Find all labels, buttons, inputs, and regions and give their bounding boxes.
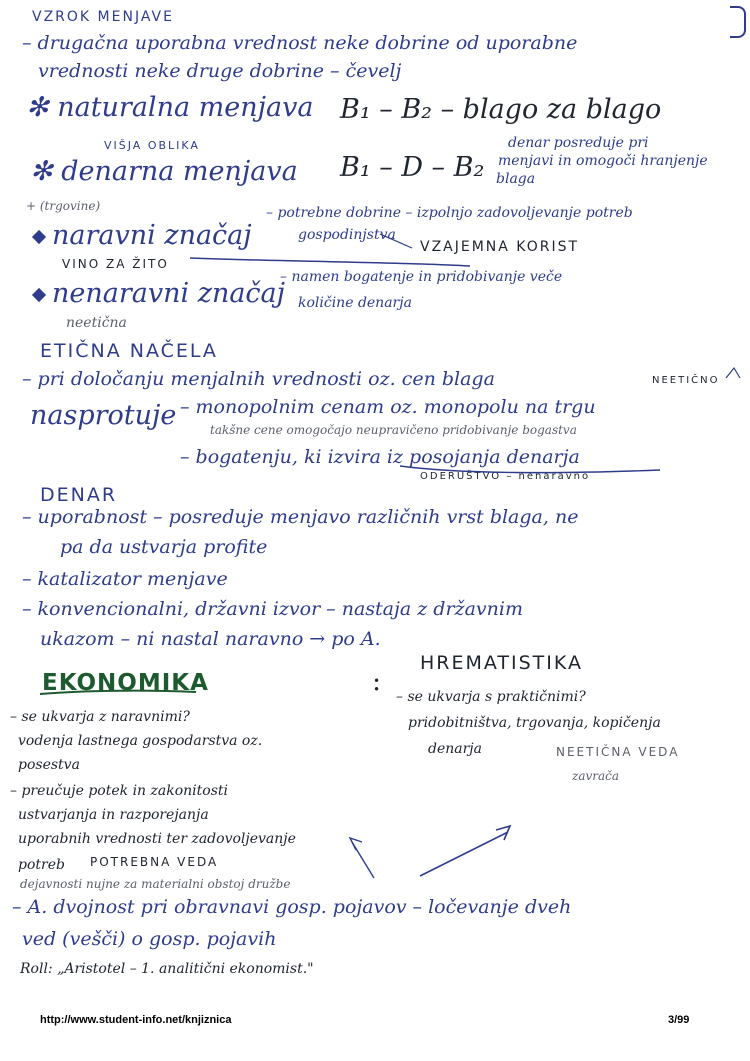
denar-line-2: pa da ustvarja profite — [60, 536, 268, 558]
ekonomika-line-4: – preučuje potek in zakonitosti — [10, 783, 228, 799]
ekonomika-line-3: posestva — [18, 757, 80, 773]
section-heading-hrematistika: HREMATISTIKA — [420, 652, 584, 674]
ekonomika-line-2: vodenja lastnega gospodarstva oz. — [18, 733, 263, 749]
potrebna-veda: POTREBNA VEDA — [90, 855, 219, 869]
denar-line-1: – uporabnost – posreduje menjavo različnih vrst blaga, ne — [22, 506, 579, 528]
denar-line-3: – katalizator menjave — [22, 568, 228, 590]
section-heading-eticna: ETIČNA NAČELA — [40, 340, 218, 362]
naturalna-menjava: ✻ naturalna menjava — [26, 92, 314, 123]
zavraca: zavrača — [572, 769, 620, 783]
ekonomika-line-8: dejavnosti nujne za materialni obstoj družbe — [20, 877, 291, 891]
section-heading-vzrok: VZROK MENJAVE — [32, 9, 174, 25]
closing-line-1: – A. dvojnost pri obravnavi gosp. pojavov – ločevanje dveh — [12, 896, 572, 918]
visja-oblika-label: VIŠJA OBLIKA — [104, 139, 200, 152]
denarna-note-2: menjavi in omogoči hranjenje — [498, 153, 708, 169]
neeticna-veda: NEETIČNA VEDA — [556, 745, 680, 759]
diamond-bullet-icon — [32, 287, 46, 301]
nenaravni-znacaj-label: nenaravni značaj — [52, 278, 286, 309]
footer-url[interactable]: http://www.student-info.net/knjiznica — [40, 1014, 232, 1026]
hrematistika-line-2: pridobitništva, trgovanja, kopičenja — [408, 715, 661, 731]
section-heading-ekonomika: EKONOMIKA — [42, 670, 209, 696]
section-heading-denar: DENAR — [40, 484, 118, 506]
nasprotuje: nasprotuje — [30, 400, 177, 431]
ekonomika-line-5: ustvarjanja in razporejanja — [18, 807, 209, 823]
naturalna-formula: B₁ – B₂ – blago za blago — [340, 94, 662, 125]
denarna-note-1: denar posreduje pri — [508, 135, 649, 151]
naravni-znacaj — [34, 222, 252, 249]
naravni-note-2: gospodinjstva — [298, 227, 396, 243]
vzrok-line-1: – drugačna uporabna vrednost neke dobrine od uporabne — [22, 32, 578, 54]
naravni-note-1: – potrebne dobrine – izpolnjo zadovoljevanje potreb — [266, 205, 633, 221]
oderustvo: ODERUŠTVO – nenaravno — [420, 471, 591, 482]
neeticno-label: NEETIČNO — [652, 375, 720, 386]
hrematistika-line-3: denarja — [428, 741, 482, 757]
ekonomika-line-6: uporabnih vrednosti ter zadovoljevanje — [18, 831, 296, 847]
vzrok-line-2: vrednosti neke druge dobrine – čevelj — [38, 60, 402, 82]
trgovine-note: + (trgovine) — [26, 199, 101, 213]
vzajemna-korist: VZAJEMNA KORIST — [420, 239, 580, 255]
diamond-bullet-icon — [32, 229, 46, 243]
denar-line-5: ukazom – ni nastal naravno → po A. — [40, 628, 381, 650]
eticna-line-2: – monopolnim cenam oz. monopolu na trgu — [180, 396, 596, 418]
eticna-line-2-note: takšne cene omogočajo neupravičeno pridobivanje bogastva — [210, 423, 577, 437]
nenaravni-note-2: količine denarja — [298, 295, 412, 311]
closing-line-2: ved (vešči) o gosp. pojavih — [22, 928, 277, 950]
colon-separator: : — [372, 666, 382, 697]
roll-quote: Roll: „Aristotel – 1. analitični ekonomist." — [20, 961, 314, 977]
nenaravni-znacaj — [34, 280, 285, 307]
ekonomika-line-7: potreb — [18, 857, 65, 873]
neeticna-small: neetična — [66, 315, 127, 331]
footer-page-number: 3/99 — [668, 1014, 690, 1026]
eticna-line-3: – bogatenju, ki izvira iz posojanja denarja — [180, 446, 580, 468]
denarna-formula: B₁ – D – B₂ — [340, 152, 485, 183]
vino-za-zito: VINO ZA ŽITO — [62, 257, 169, 271]
ekonomika-line-1: – se ukvarja z naravnimi? — [10, 709, 190, 725]
naravni-znacaj-label: naravni značaj — [52, 220, 252, 251]
eticna-line-1: – pri določanju menjalnih vrednosti oz. cen blaga — [22, 368, 495, 390]
denarna-note-3: blaga — [496, 171, 536, 187]
corner-bracket-mark — [730, 6, 746, 38]
hrematistika-line-1: – se ukvarja s praktičnimi? — [396, 689, 586, 705]
denarna-menjava: ✻ denarna menjava — [30, 156, 298, 187]
denar-line-4: – konvencionalni, državni izvor – nastaja z državnim — [22, 598, 523, 620]
nenaravni-note-1: – namen bogatenje in pridobivanje veče — [280, 269, 563, 285]
